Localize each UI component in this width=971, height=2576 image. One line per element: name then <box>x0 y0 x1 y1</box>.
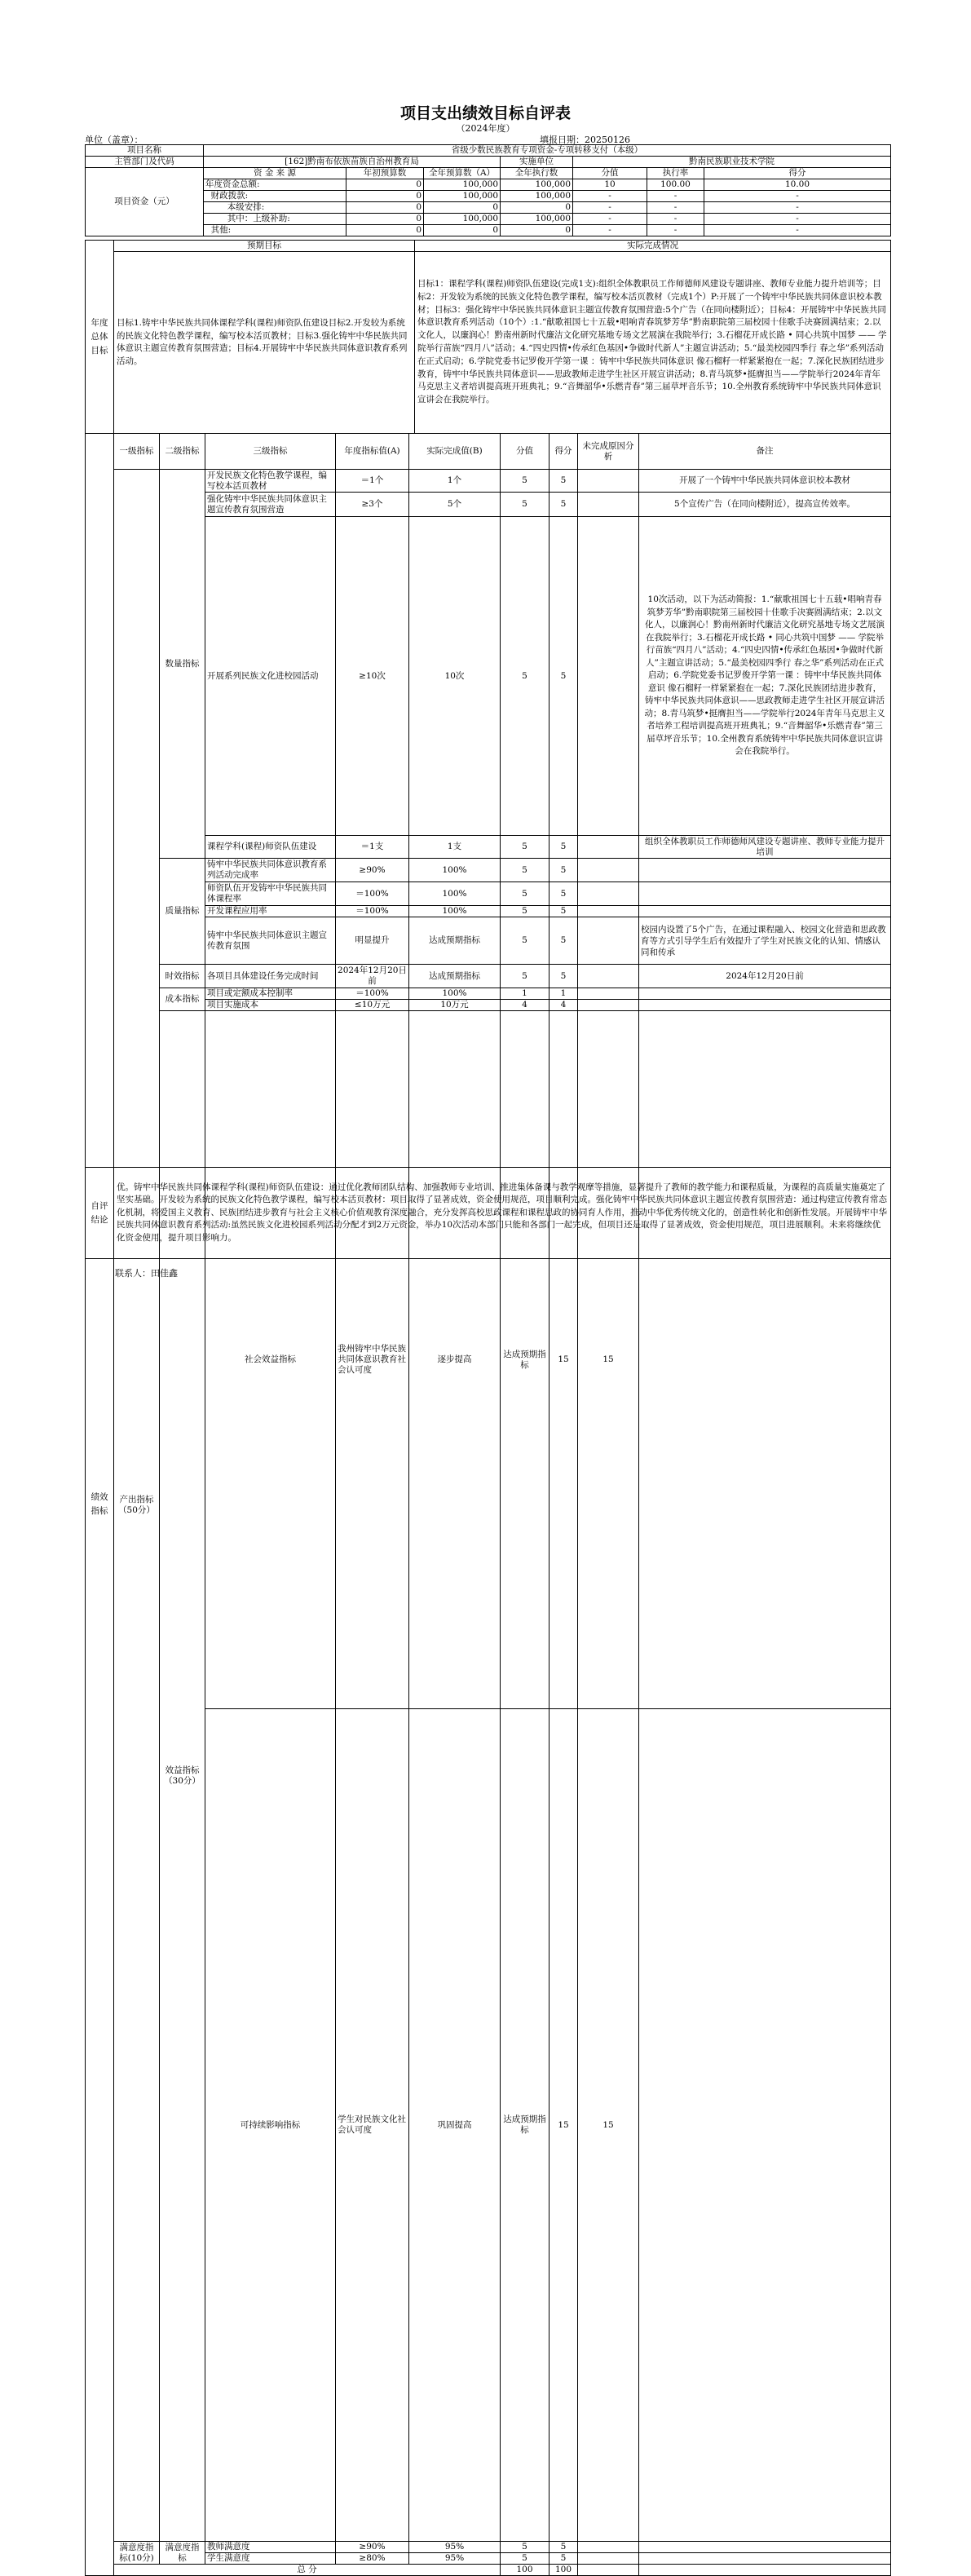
perf-row <box>86 493 891 517</box>
perf-l3: 师资队伍开发铸牢中华民族共同体课程率 <box>205 882 336 906</box>
impl-value: 黔南民族职业技术学院 <box>573 157 891 168</box>
perf-actual: 1支 <box>409 836 501 859</box>
perf-actual: 5个 <box>409 493 501 517</box>
actual-goal-text: 目标1：课程学科(课程)师资队伍建设(完成1支):组织全体教职员工作师德师风建设专题讲座、教师专业能力提升培训等；目标2：开发较为系统的民族文化特色教学课程，编写校本活页教材（完成1个）P:开展了一个铸牢中华民族共同体意识校本教材；目标3：强化铸牢中华民族共同体意识主题宣传教育氛围营造:5个广告（在同向楼附近）；目标4：开展铸牢中华民族共同体意识教育系列活动（10个）:1.“献歌祖国七十五载•唱响青春筑梦芳华”黔南职院第三届校园十佳歌手决赛圆满结束；2.以文化人，以廉润心！黔南州新时代廉洁文化研究基地专场文艺展演在我院举行；3.石榴花开成长路 • 同心共筑中国梦 —— 学院举行苗族“四月八”活动；4.“四史四情•传承红色基因•争做时代新人”主题宣讲活动；5.“最美校园四季行 春之华”系列活动在正式启动；6.学院党委书记罗俊开学第一课 ：铸牢中华民族共同体意识 像石榴籽一样紧紧抱在一起；7.深化民族团结进步教育，铸牢中华民族共同体意识——思政教师走进学生社区开展宣讲活动；8.青马筑梦•挺膺担当——学院举行2024年青年马克思主义者培训提高班开班典礼；9.“音舞韶华•乐燃青春”第三届草坪音乐节；10.全州教育系统铸牢中华民族共同体意识宣讲会在我院举行。 <box>415 252 891 434</box>
perf-reason <box>578 836 639 859</box>
perf-l3: 课程学科(课程)师资队伍建设 <box>205 836 336 859</box>
perf-val: 5 <box>501 2542 549 2553</box>
perf-target: ≥90% <box>336 2542 409 2553</box>
perf-note: 5个宣传广告（在同向楼附近），提高宣传效率。 <box>639 493 891 517</box>
l2-quantity: 数量指标 <box>160 470 205 859</box>
perf-actual: 达成预期指标 <box>501 1011 549 1709</box>
l1-satisfaction: 满意度指标(10分) <box>114 2542 160 2565</box>
perf-l3: 铸牢中华民族共同体意识主题宣传教育氛围 <box>205 917 336 965</box>
perf-target: ＝100% <box>336 906 409 917</box>
perf-header-l3: 三级指标 <box>205 434 336 470</box>
l2-time: 时效指标 <box>160 965 205 988</box>
funds-row-exec: 100,000 <box>501 214 573 225</box>
perf-l3: 开发课程应用率 <box>205 906 336 917</box>
funds-row-init: 0 <box>346 202 424 214</box>
funds-header-source: 资 金 来 源 <box>204 168 346 179</box>
funds-row-budget: 100,000 <box>424 214 501 225</box>
perf-target: ＝100% <box>336 882 409 906</box>
funds-row-exec: 100,000 <box>501 179 573 191</box>
funds-row-scoreval: - <box>573 225 647 236</box>
perf-l3: 项目或定额成本控制率 <box>205 988 336 1000</box>
project-name-row <box>86 145 891 157</box>
perf-reason <box>578 965 639 988</box>
perf-target: ≥3个 <box>336 493 409 517</box>
perf-actual: 100% <box>409 988 501 1000</box>
perf-actual: 100% <box>409 859 501 882</box>
perf-target: ≥10次 <box>336 517 409 836</box>
perf-row <box>86 836 891 859</box>
funds-row-scoreval: - <box>573 202 647 214</box>
funds-row-scoreval: - <box>573 214 647 225</box>
perf-header-reason: 未完成原因分析 <box>578 434 639 470</box>
funds-row-score: - <box>704 191 891 202</box>
funds-label: 项目资金（元） <box>86 168 204 236</box>
funds-row <box>86 214 891 225</box>
funds-header-row <box>86 168 891 179</box>
perf-l3: 各项目具体建设任务完成时间 <box>205 965 336 988</box>
perf-l3: 学生满意度 <box>205 2553 336 2565</box>
total-score: 100 <box>549 2565 578 2576</box>
funds-row-name: 年度资金总额: <box>204 179 346 191</box>
perf-l3: 学生对民族文化社会认可度 <box>336 1709 409 2542</box>
funds-row-name: 财政拨款: <box>204 191 346 202</box>
perf-target: 明显提升 <box>336 917 409 965</box>
perf-val: 5 <box>501 493 549 517</box>
dept-value: [162]黔南布依族苗族自治州教育局 <box>204 157 501 168</box>
perf-note: 2024年12月20日前 <box>639 965 891 988</box>
perf-score: 5 <box>549 2553 578 2565</box>
perf-reason <box>578 882 639 906</box>
actual-goal-header: 实际完成情况 <box>415 241 891 252</box>
perf-label: 绩效指标 <box>86 434 114 2576</box>
perf-row <box>86 859 891 882</box>
perf-score: 5 <box>549 517 578 836</box>
perf-val: 5 <box>501 2553 549 2565</box>
funds-row <box>86 191 891 202</box>
perf-val: 5 <box>501 906 549 917</box>
perf-val: 5 <box>501 470 549 493</box>
perf-actual: 95% <box>409 2553 501 2565</box>
perf-note <box>639 988 891 1000</box>
funds-row-name: 其中：上级补助: <box>204 214 346 225</box>
perf-header-row <box>86 434 891 470</box>
perf-header-val: 分值 <box>501 434 549 470</box>
perf-val: 15 <box>549 1709 578 2542</box>
funds-row-budget: 0 <box>424 202 501 214</box>
perf-header-l1: 一级指标 <box>114 434 160 470</box>
expected-goal-header: 预期目标 <box>114 241 415 252</box>
perf-l3: 开发民族文化特色教学课程，编写校本活页教材 <box>205 470 336 493</box>
perf-score: 5 <box>549 2542 578 2553</box>
l2-satis: 满意度指标 <box>160 2542 205 2565</box>
funds-row-rate: - <box>647 191 704 202</box>
perf-row <box>86 1000 891 1011</box>
funds-row-rate: - <box>647 202 704 214</box>
perf-reason <box>578 988 639 1000</box>
perf-header-l2: 二级指标 <box>160 434 205 470</box>
perf-reason <box>578 493 639 517</box>
perf-target: ≥90% <box>336 859 409 882</box>
perf-score: 5 <box>549 493 578 517</box>
project-name-label: 项目名称 <box>86 145 204 157</box>
performance-table <box>85 433 891 2576</box>
funds-row-rate: - <box>647 225 704 236</box>
l1-benefit: 效益指标（30分） <box>160 1011 205 2542</box>
perf-row <box>86 1011 891 1709</box>
perf-reason <box>578 2553 639 2565</box>
l2-social: 社会效益指标 <box>205 1011 336 1709</box>
perf-score: 5 <box>549 859 578 882</box>
funds-row-rate: - <box>647 214 704 225</box>
total-label: 总 分 <box>114 2565 501 2576</box>
perf-val: 5 <box>501 965 549 988</box>
dept-label: 主管部门及代码 <box>86 157 204 168</box>
funds-row-budget: 100,000 <box>424 191 501 202</box>
perf-score: 15 <box>578 1709 639 2542</box>
unit-label: 单位（盖章）： <box>85 135 143 145</box>
perf-reason <box>639 1709 891 2542</box>
contact-person: 联系人：田佳鑫 <box>115 1268 178 1279</box>
funds-row-scoreval: 10 <box>573 179 647 191</box>
perf-val: 15 <box>549 1011 578 1709</box>
funds-row <box>86 225 891 236</box>
perf-score: 5 <box>549 917 578 965</box>
perf-l3: 我州铸牢中华民族共同体意识教育社会认可度 <box>336 1011 409 1709</box>
perf-target: ＝1个 <box>336 470 409 493</box>
perf-row <box>86 988 891 1000</box>
funds-row-exec: 0 <box>501 202 573 214</box>
funds-row-score: - <box>704 202 891 214</box>
funds-row-budget: 100,000 <box>424 179 501 191</box>
perf-note: 10次活动，以下为活动简报：1.“献歌祖国七十五载•唱响青春筑梦芳华”黔南职院第三届校园十佳歌手决赛圆满结束；2.以文化人，以廉润心！黔南州新时代廉洁文化研究基地专场文艺展演在我院举行；3.石榴花开成长路 • 同心共筑中国梦 —— 学院举行苗族“四月八”活动；4.“四史四情•传承红色基因•争做时代新人”主题宣讲活动；5.“最美校园四季行 春之华”系列活动在正式启动；6.学院党委书记罗俊开学第一课 ：铸牢中华民族共同体意识 像石榴籽一样紧紧抱在一起；7.深化民族团结进步教育，铸牢中华民族共同体意识——思政教师走进学生社区开展宣讲活动；8.青马筑梦•挺膺担当——学院举行2024年青年马克思主义者培养工程培训提高班开班典礼；9.“音舞韶华•乐燃青春”第三届草坪音乐节；10.全州教育系统铸牢中华民族共同体意识宣讲会在我院举行。 <box>639 517 891 836</box>
l2-cost: 成本指标 <box>160 988 205 1011</box>
perf-target: ＝100% <box>336 988 409 1000</box>
conclusion-label: 自评结论 <box>86 1168 114 1259</box>
perf-row <box>86 517 891 836</box>
perf-actual: 10次 <box>409 517 501 836</box>
perf-score: 1 <box>549 988 578 1000</box>
perf-note <box>639 906 891 917</box>
perf-target: ≥80% <box>336 2553 409 2565</box>
perf-reason <box>578 917 639 965</box>
funds-header-init: 年初预算数 <box>346 168 424 179</box>
perf-target: 逐步提高 <box>409 1011 501 1709</box>
perf-target: 巩固提高 <box>409 1709 501 2542</box>
perf-header-score: 得分 <box>549 434 578 470</box>
perf-row <box>86 2553 891 2565</box>
perf-reason <box>578 906 639 917</box>
perf-actual: 达成预期指标 <box>501 1709 549 2542</box>
perf-note <box>639 2542 891 2553</box>
perf-row <box>86 470 891 493</box>
funds-row-exec: 0 <box>501 225 573 236</box>
l2-sustain: 可持续影响指标 <box>205 1709 336 2542</box>
perf-target: 2024年12月20日前 <box>336 965 409 988</box>
funds-row-budget: 0 <box>424 225 501 236</box>
perf-note <box>639 1000 891 1011</box>
page-subtitle: （2024年度） <box>456 123 515 134</box>
perf-reason <box>578 1000 639 1011</box>
perf-actual: 达成预期指标 <box>409 965 501 988</box>
perf-reason <box>639 1011 891 1709</box>
funds-row-exec: 100,000 <box>501 191 573 202</box>
goals-table <box>85 240 891 434</box>
total-reason <box>578 2565 639 2576</box>
perf-l3: 开展系列民族文化进校园活动 <box>205 517 336 836</box>
perf-reason <box>578 517 639 836</box>
funds-header-exec: 全年执行数 <box>501 168 573 179</box>
perf-val: 5 <box>501 836 549 859</box>
basic-info-table <box>85 144 891 236</box>
perf-actual: 10万元 <box>409 1000 501 1011</box>
perf-l3: 项目实施成本 <box>205 1000 336 1011</box>
conclusion-text: 优。铸牢中华民族共同体课程学科(课程)师资队伍建设：通过优化教师团队结构、加强教师专业培训、推进集体备课与教学观摩等措施，显著提升了教师的教学能力和课程质量，为课程的高质量实施奠定了坚实基础。开发较为系统的民族文化特色教学课程，编写校本活页教材：项目取得了显著成效，资金使用规范，项目顺利完成。强化铸牢中华民族共同体意识主题宣传教育氛围营造：通过构建宣传教育常态化机制，将爱国主义教育、民族团结进步教育与社会主义核心价值观教育深度融合，充分发挥高校思政课程和课程思政的协同育人作用，推动中华优秀传统文化的，创造性转化和创新性发展。开展铸牢中华民族共同体意识教育系列活动:虽然民族文化进校园系列活动分配才到2万元资金，举办10次活动本部门只能和各部门一起完成，但项目还是取得了显著成效，资金使用规范，项目进展顺利。未来将继续优化资金使用，提升项目影响力。 <box>114 1168 891 1259</box>
perf-note <box>639 859 891 882</box>
perf-target: ＝1支 <box>336 836 409 859</box>
funds-row-name: 其他: <box>204 225 346 236</box>
funds-row-name: 本级安排: <box>204 202 346 214</box>
perf-row <box>86 882 891 906</box>
perf-note <box>639 2553 891 2565</box>
perf-val: 5 <box>501 859 549 882</box>
perf-actual: 95% <box>409 2542 501 2553</box>
l1-output: 产出指标（50分） <box>114 470 160 2542</box>
perf-score: 5 <box>549 470 578 493</box>
perf-actual: 100% <box>409 906 501 917</box>
perf-total-row <box>86 2565 891 2576</box>
perf-row <box>86 906 891 917</box>
perf-score: 5 <box>549 882 578 906</box>
funds-row-rate: 100.00 <box>647 179 704 191</box>
perf-actual: 100% <box>409 882 501 906</box>
perf-row <box>86 917 891 965</box>
funds-row <box>86 179 891 191</box>
perf-val: 5 <box>501 917 549 965</box>
funds-row-score: - <box>704 214 891 225</box>
perf-actual: 1个 <box>409 470 501 493</box>
perf-score: 5 <box>549 836 578 859</box>
page-title: 项目支出绩效目标自评表 <box>399 104 571 122</box>
funds-row-score: - <box>704 225 891 236</box>
perf-score: 15 <box>578 1011 639 1709</box>
perf-actual: 达成预期指标 <box>409 917 501 965</box>
perf-reason <box>578 2542 639 2553</box>
perf-note <box>639 882 891 906</box>
funds-row-init: 0 <box>346 214 424 225</box>
project-name-value: 省级少数民族教育专项资金-专项转移支付（本级） <box>204 145 891 157</box>
perf-note: 组织全体教职员工作师德师风建设专题讲座、教师专业能力提升培训 <box>639 836 891 859</box>
funds-row-init: 0 <box>346 179 424 191</box>
perf-reason <box>578 859 639 882</box>
perf-header-target: 年度指标值(A) <box>336 434 409 470</box>
funds-header-score: 得分 <box>704 168 891 179</box>
funds-row <box>86 202 891 214</box>
funds-row-init: 0 <box>346 191 424 202</box>
expected-goal-text: 目标1.铸牢中华民族共同体课程学科(课程)师资队伍建设目标2.开发较为系统的民族文化特色教学课程，编写校本活页教材；目标3.强化铸牢中华民族共同体意识主题宣传教育氛围营造；目标4.开展铸牢中华民族共同体意识教育系列活动。 <box>114 252 415 434</box>
funds-header-rate: 执行率 <box>647 168 704 179</box>
perf-val: 5 <box>501 882 549 906</box>
perf-row <box>86 2542 891 2553</box>
perf-row <box>86 1709 891 2542</box>
goals-label: 年度总体目标 <box>86 241 114 434</box>
perf-target: ≤10万元 <box>336 1000 409 1011</box>
perf-note: 校园内设置了5个广告，在通过课程融入、校园文化营造和思政教育等方式引导学生后有效提升了学生对民族文化的认知、情感认同和传承 <box>639 917 891 965</box>
perf-score: 4 <box>549 1000 578 1011</box>
perf-val: 5 <box>501 517 549 836</box>
total-note <box>639 2565 891 2576</box>
perf-val: 1 <box>501 988 549 1000</box>
perf-l3: 强化铸牢中华民族共同体意识主题宣传教育氛围营造 <box>205 493 336 517</box>
perf-l3: 铸牢中华民族共同体意识教育系列活动完成率 <box>205 859 336 882</box>
perf-l3: 教师满意度 <box>205 2542 336 2553</box>
perf-note: 开展了一个铸牢中华民族共同体意识校本教材 <box>639 470 891 493</box>
impl-label: 实施单位 <box>501 157 573 168</box>
perf-header-actual: 实际完成值(B) <box>409 434 501 470</box>
perf-val: 4 <box>501 1000 549 1011</box>
conclusion-table <box>85 1167 891 1259</box>
funds-row-init: 0 <box>346 225 424 236</box>
perf-reason <box>578 470 639 493</box>
funds-header-budget: 全年预算数（A） <box>424 168 501 179</box>
l2-quality: 质量指标 <box>160 859 205 965</box>
total-val: 100 <box>501 2565 549 2576</box>
perf-score: 5 <box>549 906 578 917</box>
dept-row <box>86 157 891 168</box>
perf-score: 5 <box>549 965 578 988</box>
perf-header-note: 备注 <box>639 434 891 470</box>
funds-header-scoreval: 分值 <box>573 168 647 179</box>
funds-row-scoreval: - <box>573 191 647 202</box>
fill-date: 填报日期：20250126 <box>540 135 630 145</box>
funds-row-score: 10.00 <box>704 179 891 191</box>
perf-row <box>86 965 891 988</box>
